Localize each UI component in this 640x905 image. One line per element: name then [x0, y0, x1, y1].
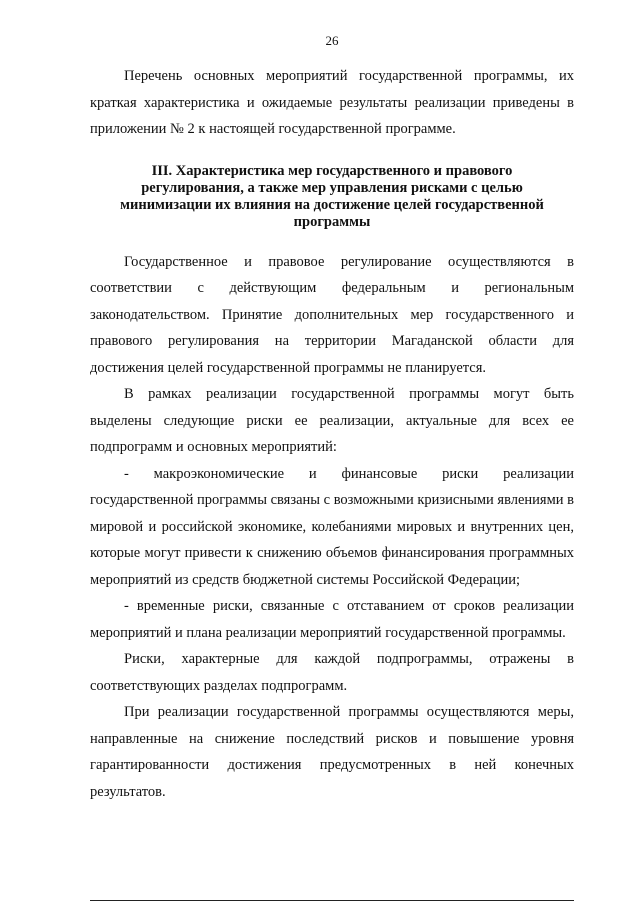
paragraph-risks-intro: В рамках реализации государственной программы могут быть выделены следующие риски ее реализации, актуальные для всех ее подпрограмм и основных мероприятий:	[90, 386, 574, 455]
paragraph-macro-risks: - макроэкономические и финансовые риски реализации государственной программы связаны с возможными кризисными явлениями в мировой и российской экономике, колебаниями мировых и внутренних цен, которые могут привести к снижению объемов финансирования программных мероприятий из средств бюджетной системы Российской Федерации;	[90, 465, 574, 588]
paragraph-subprogram-risks: Риски, характерные для каждой подпрограммы, отражены в соответствующих разделах подпрограмм.	[90, 651, 574, 694]
page-bottom-rule	[90, 900, 574, 901]
paragraph-regulation: Государственное и правовое регулирование осуществляются в соответствии с действующим федеральным и региональным законодательством. Принятие дополнительных мер государственного и правового регулирования на территории Магаданской области для достижения целей государственной программы не планируется.	[90, 253, 574, 376]
section-heading: III. Характеристика мер государственного и правового регулирования, а также мер управления рисками с целью минимизации их влияния на достижение целей государственной программы	[120, 162, 544, 230]
paragraph-mitigation: При реализации государственной программы осуществляются меры, направленные на снижение последствий рисков и повышение уровня гарантированности достижения предусмотренных в ней конечных результатов.	[90, 704, 574, 800]
paragraph-time-risks: - временные риски, связанные с отставанием от сроков реализации мероприятий и плана реализации мероприятий государственной программы.	[90, 598, 574, 641]
page-number: 26	[325, 33, 339, 48]
intro-paragraph: Перечень основных мероприятий государственной программы, их краткая характеристика и ожидаемые результаты реализации приведены в приложении № 2 к настоящей государственной программе.	[90, 68, 574, 137]
